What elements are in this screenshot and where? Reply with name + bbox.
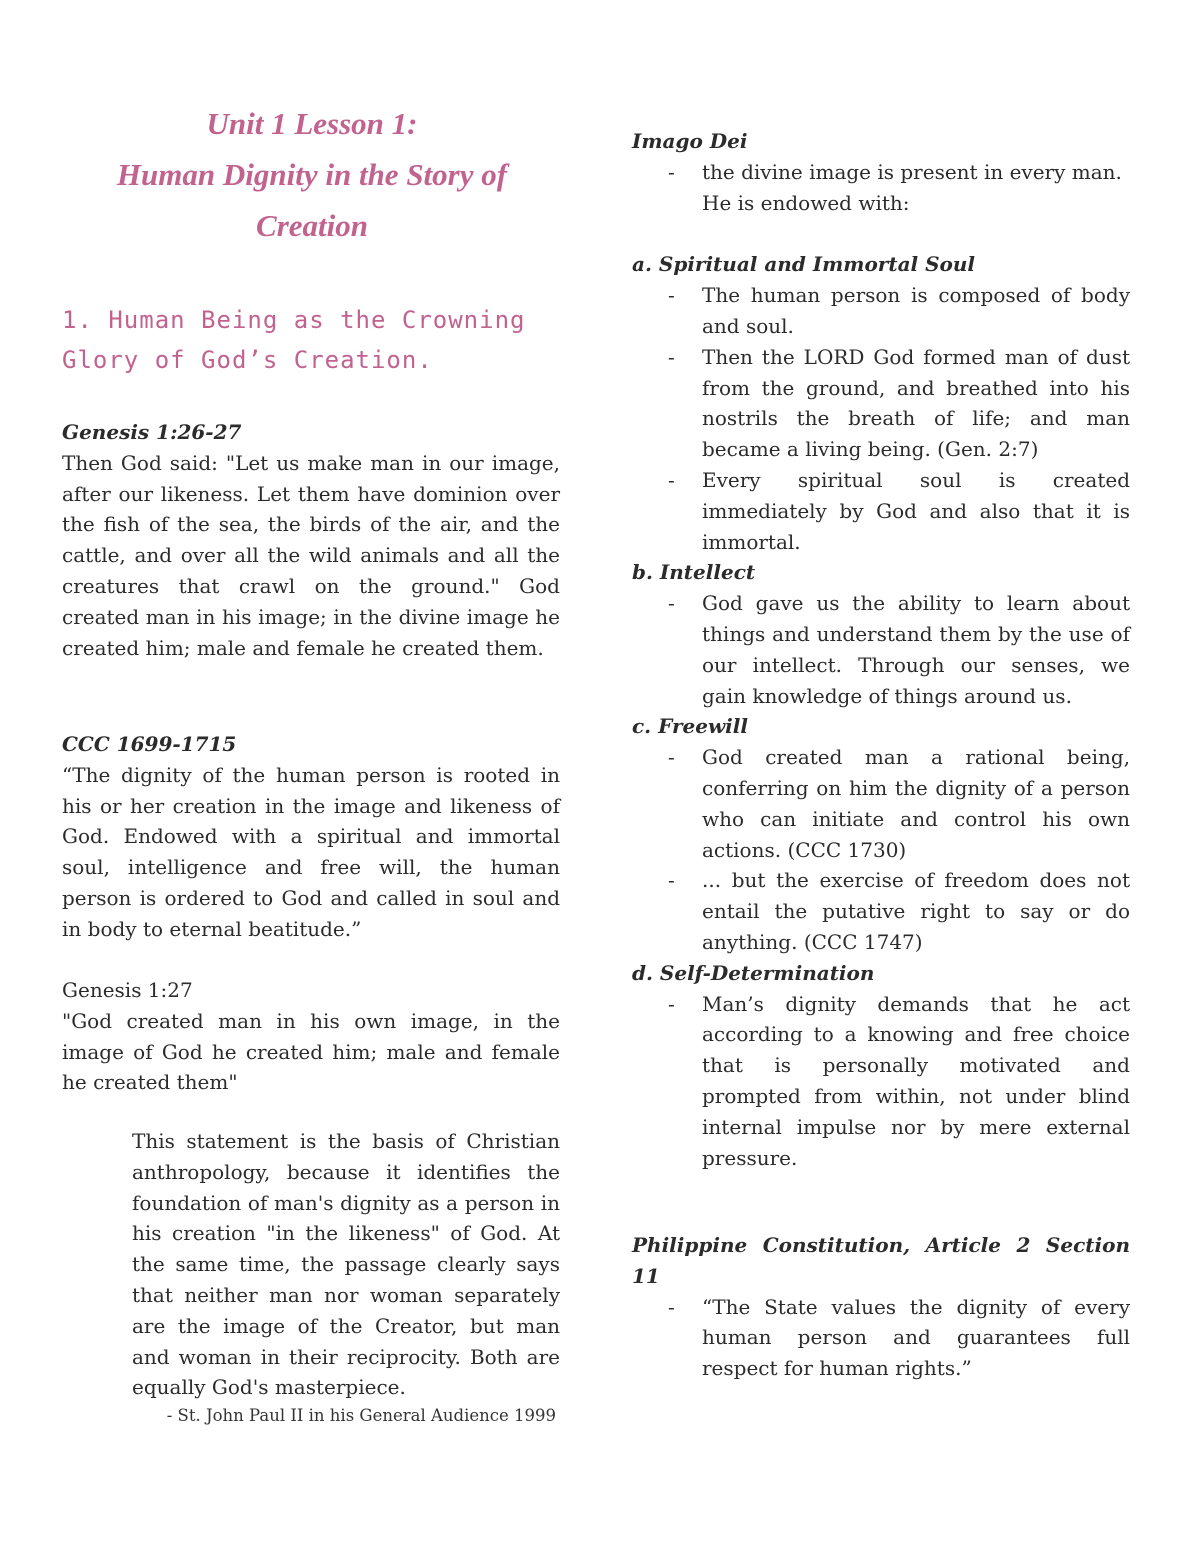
list-item: - Then the LORD God formed man of dust from the ground, and breathed into his nostrils the breath of life; and man became a living being. (Gen. 2:7) [632, 342, 1130, 465]
list-item: - The human person is composed of body and soul. [632, 280, 1130, 342]
soul-list [632, 280, 1130, 557]
genesis-block [62, 417, 560, 663]
list-item: - “The State values the dignity of every human person and guarantees full respect for human rights.” [632, 1292, 1130, 1384]
freewill-label: c. Freewill [632, 714, 748, 739]
list-item: - Every spiritual soul is created immediately by God and also that it is immortal. [632, 465, 1130, 557]
constitution-label: Philippine Constitution, Article 2 Section 11 [632, 1233, 1130, 1288]
intellect-list [632, 588, 1130, 711]
section-heading [62, 300, 582, 380]
section-heading-line-1: 1. Human Being as the Crowning [62, 306, 526, 334]
list-item: - ... but the exercise of freedom does not entail the putative right to say or do anything. (CCC 1747) [632, 865, 1130, 957]
constitution-block [632, 1230, 1130, 1384]
self-determination-list [632, 989, 1130, 1174]
title-line-2: Human Dignity in the Story of [116, 157, 508, 192]
list-item: - God gave us the ability to learn about things and understand them by the use of our intellect. Through our senses, we gain knowledge of things around us. [632, 588, 1130, 711]
john-paul-quote: This statement is the basis of Christian anthropology, because it identifies the foundation of man's dignity as a person in his creation "in the likeness" of God. At the same time, the passage clearly says that neither man nor woman separately are the image of the Creator, but man and woman in their reciprocity. Both are equally God's masterpiece. [132, 1129, 560, 1400]
constitution-list [632, 1292, 1130, 1384]
title-line-1: Unit 1 Lesson 1: [206, 106, 418, 141]
list-item: - the divine image is present in every man. He is endowed with: [632, 157, 1130, 219]
freewill-list [632, 742, 1130, 958]
quote-attribution: - St. John Paul II in his General Audience 1999 [166, 1406, 556, 1425]
list-item: - Man’s dignity demands that he act according to a knowing and free choice that is personally motivated and prompted from within, not under blind internal impulse nor by mere external pressure. [632, 989, 1130, 1174]
genesis-text: Then God said: "Let us make man in our image, after our likeness. Let them have dominion over the fish of the sea, the birds of the air, and the cattle, and over all the wild animals and all the creatures that crawl on the ground." God created man in his image; in the divine image he created him; male and female he created them. [62, 450, 560, 660]
genesis-127-text: "God created man in his own image, in the image of God he created him; male and female he created them" [62, 1008, 560, 1095]
genesis-127-label: Genesis 1:27 [62, 978, 193, 1002]
section-heading-line-2: Glory of God’s Creation. [62, 346, 433, 374]
right-column [632, 126, 1130, 1173]
imago-dei-list [632, 157, 1130, 219]
ccc-block [62, 729, 560, 945]
intellect-label: b. Intellect [632, 560, 756, 585]
genesis-127-block [62, 975, 560, 1098]
imago-dei-label: Imago Dei [632, 129, 748, 153]
genesis-label: Genesis 1:26-27 [62, 420, 242, 444]
ccc-label: CCC 1699-1715 [62, 732, 237, 756]
soul-label: a. Spiritual and Immortal Soul [632, 252, 976, 277]
list-item: - God created man a rational being, conferring on him the dignity of a person who can initiate and control his own actions. (CCC 1730) [632, 742, 1130, 865]
page-title [62, 98, 562, 251]
title-line-3: Creation [256, 208, 368, 243]
ccc-text: “The dignity of the human person is rooted in his or her creation in the image and likeness of God. Endowed with a spiritual and immortal soul, intelligence and free will, the human person is ordered to God and called in soul and in body to eternal beatitude.” [62, 762, 560, 941]
self-determination-label: d. Self-Determination [632, 960, 875, 985]
